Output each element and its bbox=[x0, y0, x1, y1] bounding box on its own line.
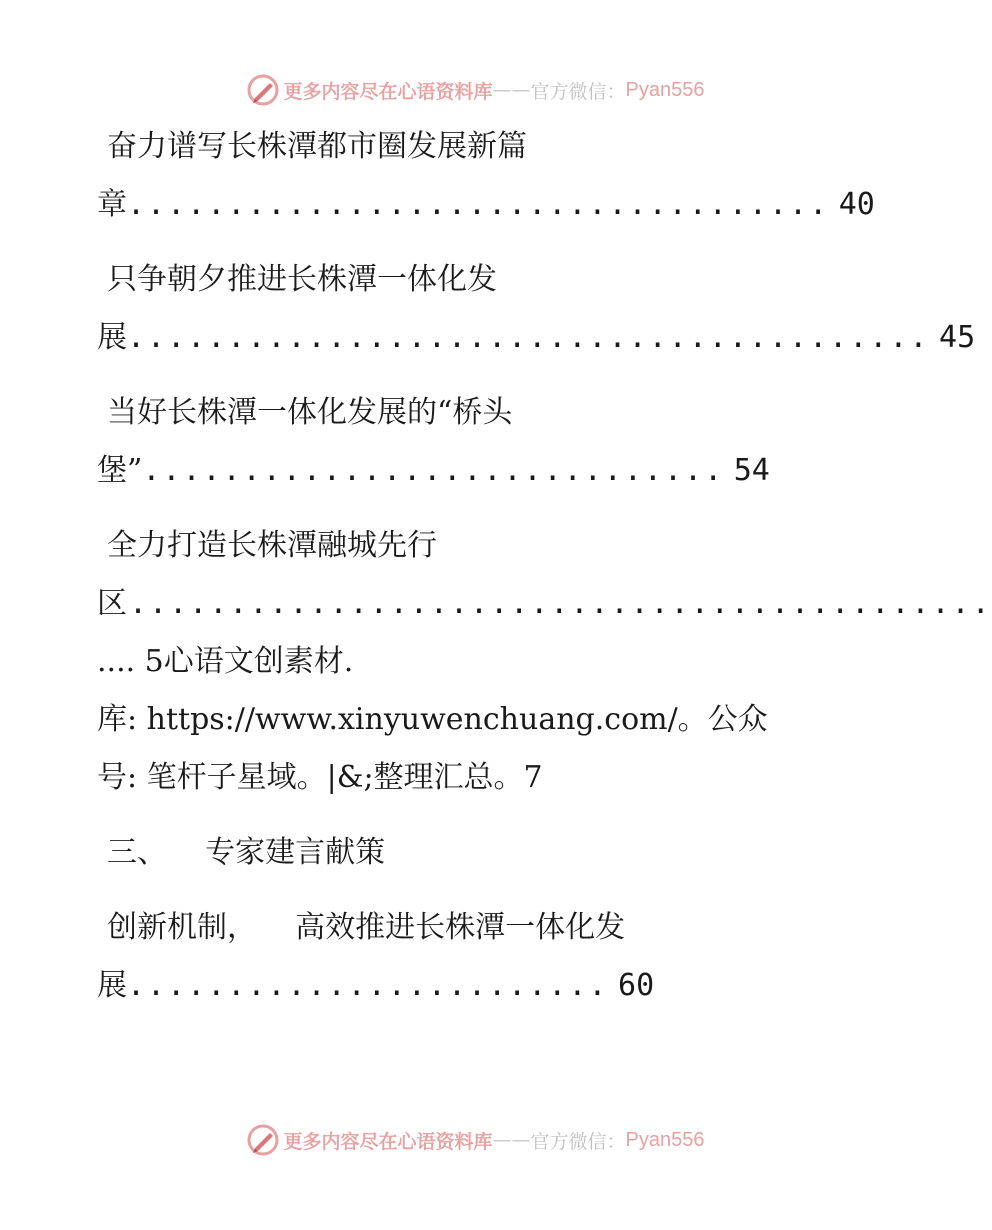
toc-leader-dots: ........................ bbox=[127, 968, 609, 1003]
toc-entry-title: 只争朝夕推进长株潭一体化发 bbox=[107, 262, 497, 297]
toc-entry-title: 创新机制， 高效推进长株潭一体化发 bbox=[107, 910, 626, 945]
toc-entry[interactable] bbox=[97, 251, 976, 367]
watermark-dash: —— bbox=[492, 79, 531, 101]
toc-entry-title: 全力打造长株潭融城先行 bbox=[107, 528, 437, 563]
toc-entry-line: 库: https://www.xinyuwenchuang.com/。公众 bbox=[97, 702, 768, 737]
watermark-dash: —— bbox=[492, 1129, 531, 1151]
toc-content bbox=[97, 118, 992, 1015]
toc-entry-line: .... 5心语文创素材. bbox=[97, 644, 354, 679]
section-heading: 三、 专家建言献策 bbox=[107, 835, 386, 870]
toc-entry-tail: 章 bbox=[97, 187, 127, 222]
toc-page-number: 54 bbox=[733, 453, 770, 488]
toc-entry[interactable] bbox=[97, 899, 857, 1015]
watermark-label: 官方微信： bbox=[530, 1130, 626, 1153]
toc-entry[interactable] bbox=[97, 118, 875, 234]
toc-entry[interactable] bbox=[97, 384, 857, 500]
toc-leader-dots: ........................................ bbox=[127, 320, 930, 355]
toc-page-number: 45 bbox=[939, 320, 976, 355]
toc-entry-tail: 堡” bbox=[97, 453, 143, 488]
watermark-account: Pyan556 bbox=[625, 1128, 705, 1151]
watermark-account: Pyan556 bbox=[625, 78, 705, 101]
pen-logo-icon bbox=[246, 73, 280, 107]
toc-entry[interactable] bbox=[97, 517, 992, 807]
toc-entry-title: 当好长株潭一体化发展的“桥头 bbox=[107, 395, 513, 430]
pen-logo-icon bbox=[246, 1123, 280, 1157]
header-watermark bbox=[0, 70, 950, 110]
toc-entry-title: 奋力谱写长株潭都市圈发展新篇 bbox=[107, 129, 527, 164]
watermark-label: 官方微信： bbox=[530, 80, 626, 103]
toc-page-number: 40 bbox=[838, 187, 875, 222]
toc-entry-line: 号: 笔杆子星域。|&;整理汇总。7 bbox=[97, 760, 543, 795]
watermark-brand: 更多内容尽在心语资料库 bbox=[283, 80, 493, 103]
toc-entry-tail: 展 bbox=[97, 320, 127, 355]
watermark-brand: 更多内容尽在心语资料库 bbox=[283, 1130, 493, 1153]
toc-page-number: 60 bbox=[618, 968, 655, 1003]
toc-entry-tail: 展 bbox=[97, 968, 127, 1003]
footer-watermark bbox=[0, 1120, 950, 1160]
toc-entry-line: 区........................................... bbox=[97, 586, 992, 621]
toc-leader-dots: ............................. bbox=[142, 453, 725, 488]
toc-leader-dots: ................................... bbox=[127, 187, 830, 222]
